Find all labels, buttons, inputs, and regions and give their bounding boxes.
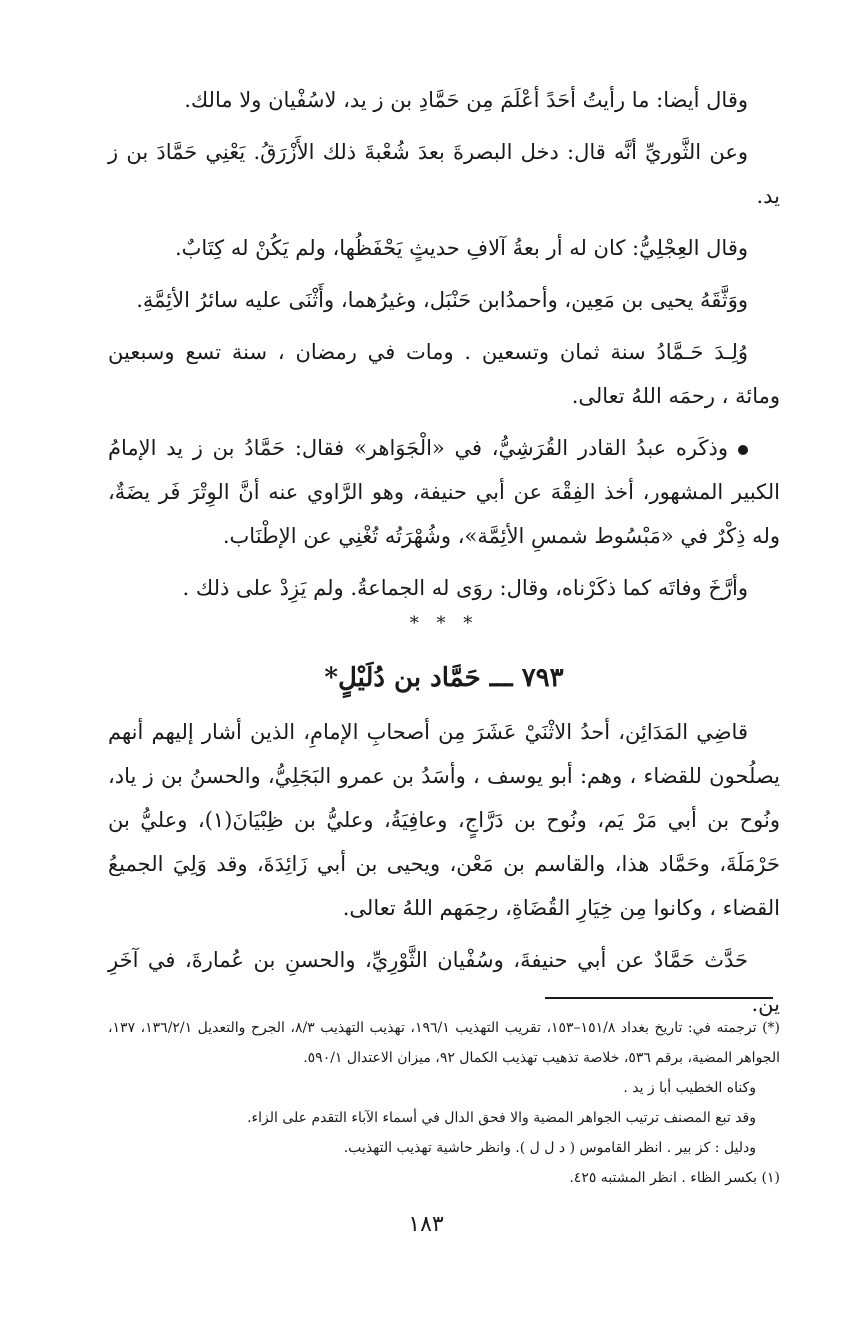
page-number: ١٨٣ xyxy=(408,1212,444,1237)
bullet-paragraph xyxy=(108,426,780,558)
footnote-source: (*) ترجمته في: تاريخ بغداد ١٥١/٨–١٥٣، تقريب التهذيب ١٩٦/١، تهذيب التهذيب ٨/٣، الجرح والتعديل ١٣٦/٢/١، ١٣٧، الجواهر المضية، برقم ٥٣٦، خلاصة تذهيب تهذيب الكمال ٩٢، ميزان الاعتدال ٥٩٠/١. xyxy=(108,1020,780,1066)
footnote-divider xyxy=(545,997,773,999)
paragraph-5: وُلِـدَ حَـمَّادُ سنة ثمان وتسعين . ومات في رمضان ، سنة تسع وسبعين ومائة ، رحمَه اللهُ تعالى. xyxy=(108,340,780,408)
entry-paragraph-1: قاضِي المَدَائِن، أحدُ الاثْنَيْ عَشَرَ مِن أصحابِ الإمامِ، الذين أشار إليهم أنهم يصلُحون للقضاء ، وهم: أبو يوسف ، وأسَدُ بن عمرو البَجَلِيُّ، والحسنُ بن ز ياد، ونُوح بن أبي مَرْ يَم، ونُوح بن دَرَّاجٍ، وعافِيَةُ، وعليُّ بن ظِبْيَانَ(١)، وعليُّ بن حَرْمَلَةَ، وحَمَّاد هذا، والقاسم بن مَعْن، ويحيى بن أبي زَائِدَةَ، وقد وَلِيَ الجميعُ القضاء ، وكانوا مِن خِيَارِ القُضَاةِ، رحِمَهم اللهُ تعالى. xyxy=(108,720,780,920)
footnote-kunya: وكناه الخطيب أبا ز يد . xyxy=(623,1080,756,1096)
paragraph-3: وقال العِجْلِيُّ: كان له أر بعةُ آلافِ حديثٍ يَحْفَظُها، ولم يَكُنْ له كِتَابٌ. xyxy=(174,236,748,260)
entry-paragraph-2: حَدَّث حَمَّادٌ عن أبي حنيفةَ، وسُفْيان الثَّوْرِيِّ، والحسنِ بن عُمارةَ، في آخَرِ ين. xyxy=(108,948,780,1016)
bullet-dot-icon xyxy=(738,445,748,455)
footnotes-block xyxy=(108,1013,780,1193)
paragraph-1: وقال أيضا: ما رأيتُ أحَدً أعْلَمَ مِن حَمَّادِ بن ز يد، لاسُفْيان ولا مالك. xyxy=(184,88,748,112)
footnote-dulayl: ودليل : كز بير . انظر القاموس ( د ل ل ). وانظر حاشية تهذيب التهذيب. xyxy=(343,1140,756,1156)
footnote-ordering: وقد تبع المصنف ترتيب الجواهر المضية والا فحق الدال في أسماء الآباء التقدم على الزاء. xyxy=(247,1110,756,1126)
closing-paragraph: وأرَّخَ وفاتَه كما ذكَرْناه، وقال: روَى له الجماعةُ. ولم يَزِدْ على ذلك . xyxy=(182,576,748,600)
main-text-block xyxy=(108,78,780,1034)
section-separator: * * * xyxy=(409,613,479,634)
bullet-paragraph-text: وذكَره عبدُ القادر القُرَشِيُّ، في «الْجَوَاهر» فقال: حَمَّادُ بن ز يد الإمامُ الكبير المشهور، أخذ الفِقْهَ عن أبي حنيفة، وهو الرَّاوي عنه أنَّ الوِتْرَ فَر يضَةٌ، وله ذِكْرٌ في «مَبْسُوط شمسِ الأئِمَّة»، وشُهْرَتُه تُغْنِي عن الإطْنَاب. xyxy=(108,436,780,548)
entry-heading: ٧٩٣ ـــ حَمَّاد بن دُلَيْلٍ* xyxy=(324,663,564,693)
paragraph-4: ووَثَّقَهُ يحيى بن مَعِين، وأحمدُابن حَنْبَل، وغيرُهما، وأَثْنَى عليه سائرُ الأئِمَّةِ. xyxy=(136,288,748,312)
paragraph-2: وعن الثَّوريِّ أنَّه قال: دخل البصرةَ بعدَ شُعْبةَ ذلك الأَزْرَقُ. يَعْنِي حَمَّادَ بن ز يد. xyxy=(108,140,780,208)
footnote-1: (١) بكسر الظاء . انظر المشتبه ٤٢٥. xyxy=(569,1170,780,1186)
